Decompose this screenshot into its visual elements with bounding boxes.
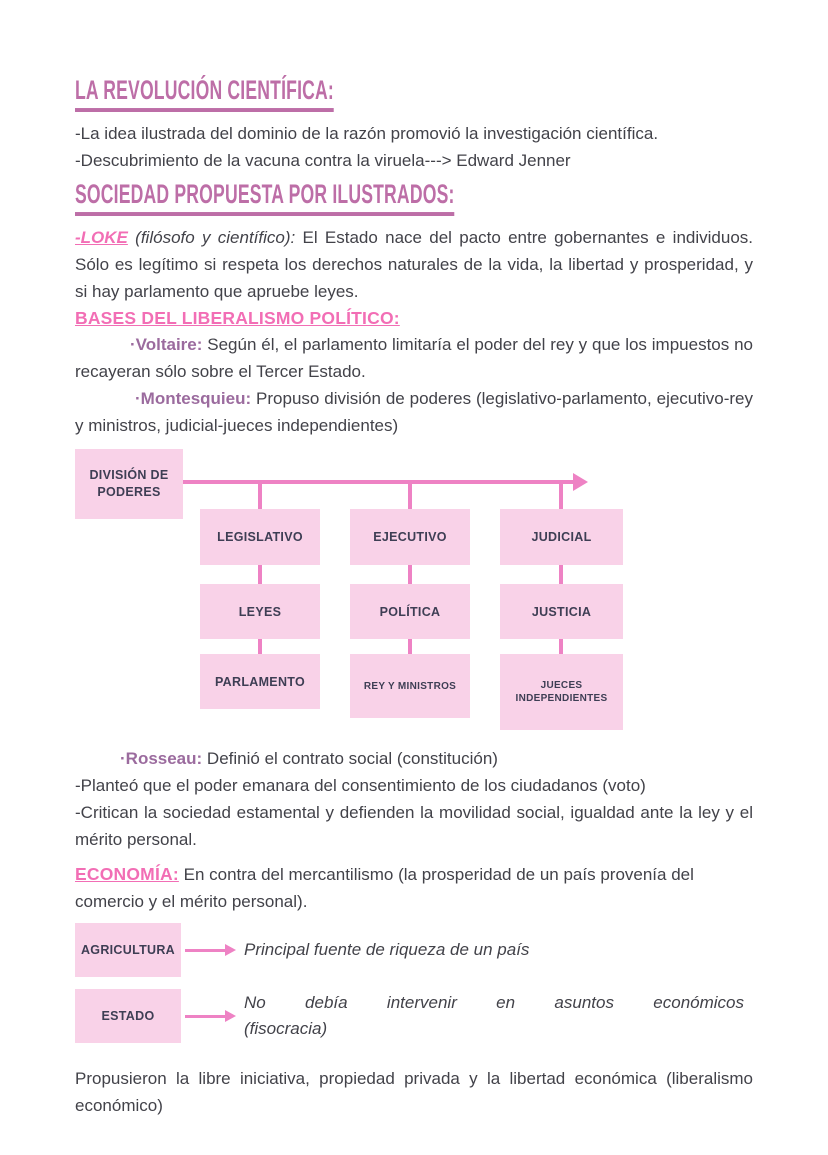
heading-sociedad-propuesta xyxy=(75,180,753,216)
voltaire-text: Según él, el parlamento limitaría el poder del rey y que los impuestos no recayeran sólo sobre el Tercer Estado. xyxy=(75,335,753,381)
diagram-box-leyes: LEYES xyxy=(200,584,320,639)
diagram-box-agricultura: AGRICULTURA xyxy=(75,923,181,977)
diagram-box-justicia: JUSTICIA xyxy=(500,584,623,639)
loke-paragraph xyxy=(75,224,753,305)
diagram-box-division-de-poderes: DIVISIÓN DE PODERES xyxy=(75,449,183,519)
connector-line xyxy=(258,639,262,654)
diagram-box-judicial: JUDICIAL xyxy=(500,509,623,565)
loke-qualifier: (filósofo y científico): xyxy=(127,228,303,247)
heading-sociedad-text: SOCIEDAD PROPUESTA POR ILUSTRADOS: xyxy=(75,180,455,216)
arrow-right-icon xyxy=(573,473,588,491)
loke-text: El Estado nace del pacto entre gobernantes e individuos. Sólo es legítimo si respeta los derechos naturales de la vida, la libertad y prosperidad, y si hay parlamento que apruebe leyes. xyxy=(75,228,753,301)
division-de-poderes-diagram xyxy=(75,449,753,745)
rosseau-paragraph xyxy=(75,745,753,772)
economia-note-estado xyxy=(244,990,744,1042)
arrow-right-icon xyxy=(185,944,236,956)
arrow-right-icon xyxy=(185,1010,236,1022)
diagram-box-estado: ESTADO xyxy=(75,989,181,1043)
closing-paragraph: Propusieron la libre iniciativa, propiedad privada y la libertad económica (liberalismo económico) xyxy=(75,1069,753,1115)
diagram-box-jueces-independientes: JUECES INDEPENDIENTES xyxy=(500,654,623,730)
diagram-box-legislativo: LEGISLATIVO xyxy=(200,509,320,565)
voltaire-paragraph xyxy=(75,331,753,385)
diagram-box-rey-y-ministros: REY Y MINISTROS xyxy=(350,654,470,718)
montesquieu-paragraph xyxy=(75,385,753,439)
arrow-line xyxy=(185,949,225,952)
heading-revolucion-cientifica xyxy=(75,76,753,112)
arrow-head xyxy=(225,944,236,956)
economia-note-estado-line1: No debía intervenir en asuntos económicos xyxy=(244,993,744,1012)
arrow-head xyxy=(225,1010,236,1022)
arrow-line xyxy=(185,1015,225,1018)
economia-row-agricultura xyxy=(75,923,753,977)
connector-line xyxy=(258,482,262,509)
intro-line-vacuna-viruela: -Descubrimiento de la vacuna contra la viruela---> Edward Jenner xyxy=(75,151,571,170)
point-critican: -Critican la sociedad estamental y defienden la movilidad social, igualdad ante la ley y el mérito personal. xyxy=(75,803,753,849)
rosseau-text: Definió el contrato social (constitución) xyxy=(206,749,498,768)
economia-note-estado-line2: (fisocracia) xyxy=(244,1019,328,1038)
connector-line xyxy=(408,639,412,654)
voltaire-name: ·Voltaire: xyxy=(130,335,208,354)
loke-label: -LOKE xyxy=(75,228,128,247)
montesquieu-name: ·Montesquieu: xyxy=(135,389,257,408)
economia-paragraph xyxy=(75,861,717,915)
heading-bases-liberalismo: BASES DEL LIBERALISMO POLÍTICO: xyxy=(75,308,400,328)
connector-line xyxy=(258,565,262,584)
connector-line xyxy=(408,565,412,584)
connector-line xyxy=(559,639,563,654)
rosseau-name: ·Rosseau: xyxy=(120,749,207,768)
economia-label: ECONOMÍA: xyxy=(75,864,179,884)
diagram-box-parlamento: PARLAMENTO xyxy=(200,654,320,709)
diagram-box-politica: POLÍTICA xyxy=(350,584,470,639)
connector-line xyxy=(559,565,563,584)
diagram-box-ejecutivo: EJECUTIVO xyxy=(350,509,470,565)
economia-text: En contra del mercantilismo (la prosperidad de un país provenía del comercio y el mérito personal). xyxy=(75,865,694,911)
montesquieu-text: Propuso división de poderes (legislativo-parlamento, ejecutivo-rey y ministros, judicial-jueces independientes) xyxy=(75,389,753,435)
intro-line-vacuna-razon: -La idea ilustrada del dominio de la razón promovió la investigación científica. xyxy=(75,124,659,143)
heading-revolucion-text: LA REVOLUCIÓN CIENTÍFICA: xyxy=(75,76,334,112)
connector-line xyxy=(559,482,563,509)
point-planteo: -Planteó que el poder emanara del consentimiento de los ciudadanos (voto) xyxy=(75,776,646,795)
diagram-arrow-line xyxy=(183,480,575,484)
connector-line xyxy=(408,482,412,509)
economia-note-agricultura: Principal fuente de riqueza de un país xyxy=(244,940,530,959)
economia-row-estado xyxy=(75,989,753,1043)
